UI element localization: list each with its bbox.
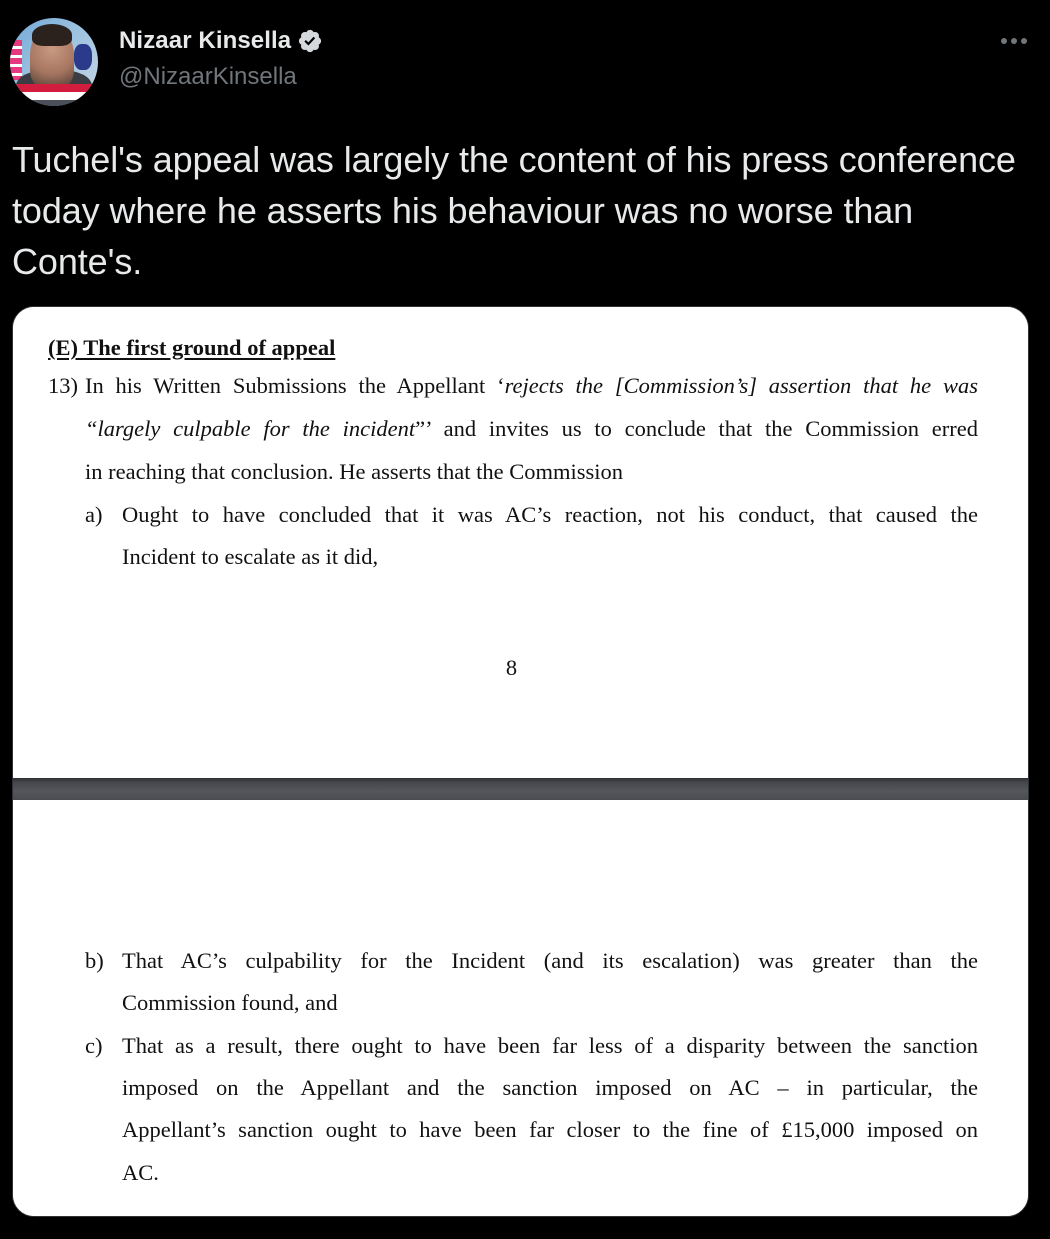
avatar-banner-white: [10, 92, 98, 100]
paragraph-line: [85, 365, 978, 407]
page-separator: [13, 778, 1028, 800]
list-item-line: Commission found, and: [122, 990, 338, 1015]
list-item-line: Appellant’s sanction ought to have been far closer to the fine of £15,000 imposed on: [122, 1117, 978, 1142]
paragraph-text: In his Written Submissions the Appellant ‘: [85, 373, 505, 398]
tweet-header: [0, 0, 1050, 110]
avatar-banner-grey: [10, 100, 98, 106]
tweet-text: Tuchel's appeal was largely the content of his press conference today where he asserts his behaviour was no worse than Conte's.: [12, 139, 1016, 282]
list-item-line: imposed on the Appellant and the sanction imposed on AC – in particular, the: [122, 1075, 978, 1100]
document-page-bottom: [13, 800, 1028, 1217]
paragraph-text: ”’ and invites us to conclude that the Commission erred: [415, 416, 978, 441]
paragraph-quote: “largely culpable for the incident: [85, 416, 416, 441]
avatar[interactable]: [10, 18, 98, 106]
list-item-line: Ought to have concluded that it was AC’s reaction, not his conduct, that caused the: [122, 502, 978, 527]
section-heading: (E) The first ground of appeal: [48, 335, 336, 360]
list-item-line: That as a result, there ought to have been far less of a disparity between the sanction: [122, 1033, 978, 1058]
document-page-top: [13, 307, 1028, 778]
verified-badge-icon: [297, 28, 323, 54]
user-handle[interactable]: @NizaarKinsella: [119, 63, 297, 90]
avatar-hair: [32, 24, 72, 46]
list-item-line: AC.: [122, 1160, 159, 1185]
more-options-button[interactable]: [996, 30, 1032, 52]
avatar-league-logo: [74, 44, 92, 70]
more-options-icon: [1011, 38, 1017, 44]
more-options-icon: [1021, 38, 1027, 44]
more-options-icon: [1001, 38, 1007, 44]
paragraph-number: 13): [48, 373, 78, 398]
list-item-label: b): [85, 948, 104, 973]
tweet-media-image[interactable]: [12, 306, 1029, 1217]
display-name[interactable]: Nizaar Kinsella: [119, 27, 292, 54]
list-item-line: Incident to escalate as it did,: [122, 544, 379, 569]
paragraph-quote: rejects the [Commission’s] assertion that he was: [504, 373, 978, 398]
avatar-pink-graphic: [10, 40, 22, 80]
list-item-line: That AC’s culpability for the Incident (and its escalation) was greater than the: [122, 948, 978, 973]
list-item-label: a): [85, 502, 103, 527]
display-name-row: [119, 26, 323, 56]
page-number: 8: [505, 655, 518, 680]
avatar-banner-red: [10, 84, 98, 92]
paragraph-line: [85, 451, 623, 494]
paragraph-line: [85, 408, 978, 450]
list-item-label: c): [85, 1033, 103, 1058]
paragraph-text: in reaching that conclusion. He asserts that the Commission: [85, 459, 624, 484]
